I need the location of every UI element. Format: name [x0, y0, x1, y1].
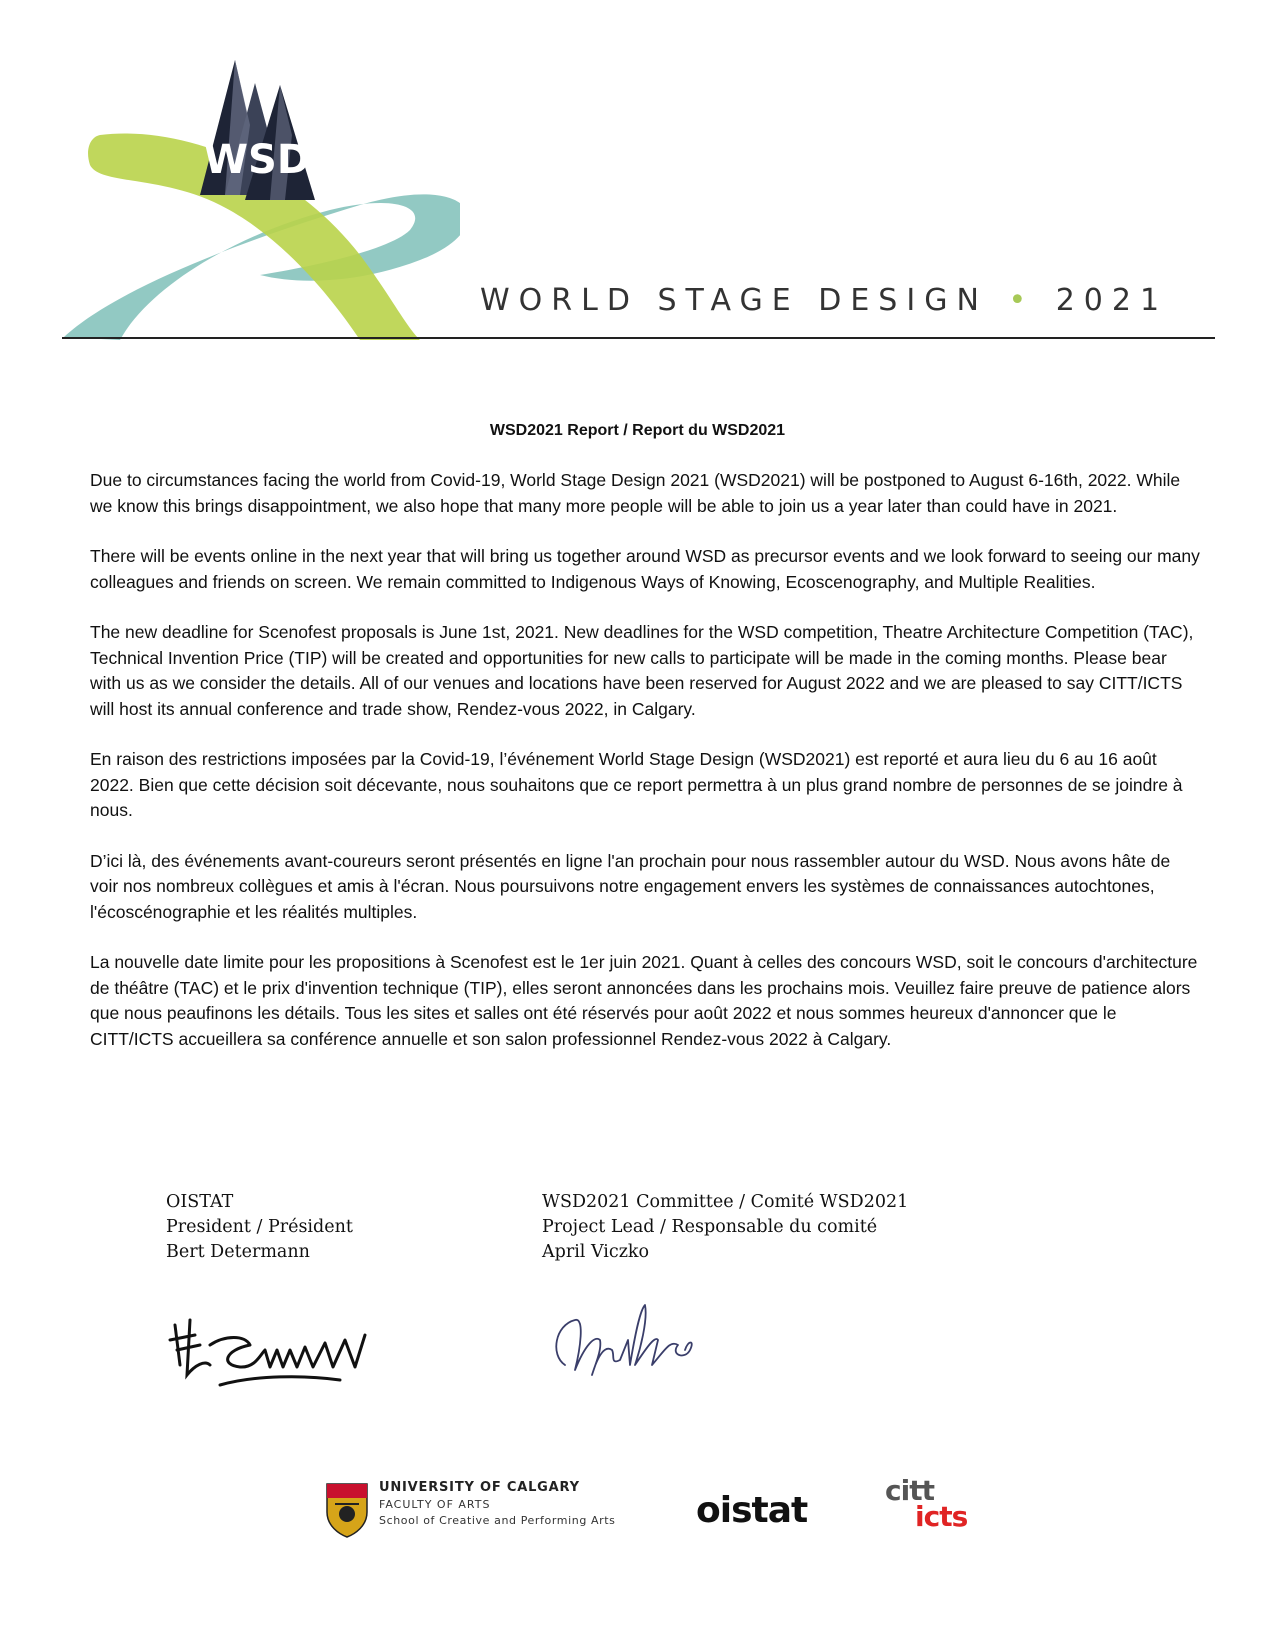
banner-title-text: WORLD STAGE DESIGN [480, 283, 988, 318]
header-rule [62, 337, 1215, 339]
signatory-left [166, 1190, 353, 1265]
banner-title [480, 283, 1168, 318]
uc-name: UNIVERSITY OF CALGARY [379, 1480, 580, 1495]
wsd-logo [60, 55, 460, 340]
oistat-logo: oistat [696, 1490, 808, 1531]
banner-year: 2021 [1055, 283, 1169, 318]
paragraph: En raison des restrictions imposées par la Covid-19, l’événement World Stage Design (WSD2021) est reporté et aura lieu du 6 au 16 août 2022. Bien que cette décision soit décevante, nous souhaitons que ce report permettra à un plus grand nombre de personnes de se joindre à nous. [90, 749, 1183, 820]
citt-icts-logo [885, 1474, 968, 1533]
body-content [90, 468, 1200, 1077]
bullet-dot: • [1008, 283, 1036, 318]
paragraph: The new deadline for Scenofest proposals is June 1st, 2021. New deadlines for the WSD competition, Theatre Architecture Competition (TAC), Technical Invention Price (TIP) will be created and opportunities for new calls to participate will be made in the coming months. Please bear with us as we consider the details. All of our venues and locations have been reserved for August 2022 and we are pleased to say CITT/ICTS will host its annual conference and trade show, Rendez-vous 2022, in Calgary. [90, 622, 1194, 719]
signatory-right [542, 1190, 908, 1265]
signatory-org: WSD2021 Committee / Comité WSD2021 [542, 1192, 909, 1212]
signatory-name: April Viczko [542, 1242, 650, 1262]
document-title: WSD2021 Report / Report du WSD2021 [489, 422, 786, 439]
signature-april-viczko [540, 1295, 720, 1395]
footer-logos [0, 1470, 1275, 1560]
logo-wsd-text: WSD [203, 137, 311, 183]
paragraph: There will be events online in the next year that will bring us together around WSD as precursor events and we look forward to seeing our many colleagues and friends on screen. We remain committed to Indigenous Ways of Knowing, Ecoscenography, and Multiple Realities. [90, 546, 1200, 592]
header-banner [60, 55, 1215, 340]
signature-bert-determann [165, 1305, 385, 1400]
uc-school: School of Creative and Performing Arts [379, 1514, 616, 1527]
icts-text: icts [915, 1500, 968, 1533]
signatory-org: OISTAT [166, 1192, 234, 1212]
signatory-name: Bert Determann [166, 1242, 310, 1262]
university-of-calgary-logo [379, 1480, 616, 1527]
paragraph: D’ici là, des événements avant-coureurs seront présentés en ligne l'an prochain pour nous rassembler autour du WSD. Nous avons hâte de voir nos nombreux collègues et amis à l'écran. Nous poursuivons notre engagement envers les systèmes de connaissances autochtones, l'écoscénographie et les réalités multiples. [90, 850, 1171, 922]
citt-text: citt [885, 1474, 934, 1507]
paragraph: Due to circumstances facing the world from Covid-19, World Stage Design 2021 (WSD2021) will be postponed to August 6-16th, 2022. While we know this brings disappointment, we also hope that many more people will be able to join us a year later than could have in 2021. [90, 470, 1181, 516]
uc-faculty: FACULTY OF ARTS [379, 1498, 491, 1511]
university-crest-icon [325, 1482, 369, 1538]
signatory-role: President / Président [166, 1217, 353, 1237]
signatory-role: Project Lead / Responsable du comité [542, 1217, 878, 1237]
paragraph: La nouvelle date limite pour les propositions à Scenofest est le 1er juin 2021. Quant à celles des concours WSD, soit le concours d'architecture de théâtre (TAC) et le prix d'invention technique (TIP), elles seront annoncées dans les prochains mois. Veuillez faire preuve de patience alors que nous peaufinons les détails. Tous les sites et salles ont été réservés pour août 2022 et nous sommes heureux d'annoncer que le CITT/ICTS accueillera sa conférence annuelle et son salon professionnel Rendez-vous 2022 à Calgary. [90, 952, 1198, 1049]
